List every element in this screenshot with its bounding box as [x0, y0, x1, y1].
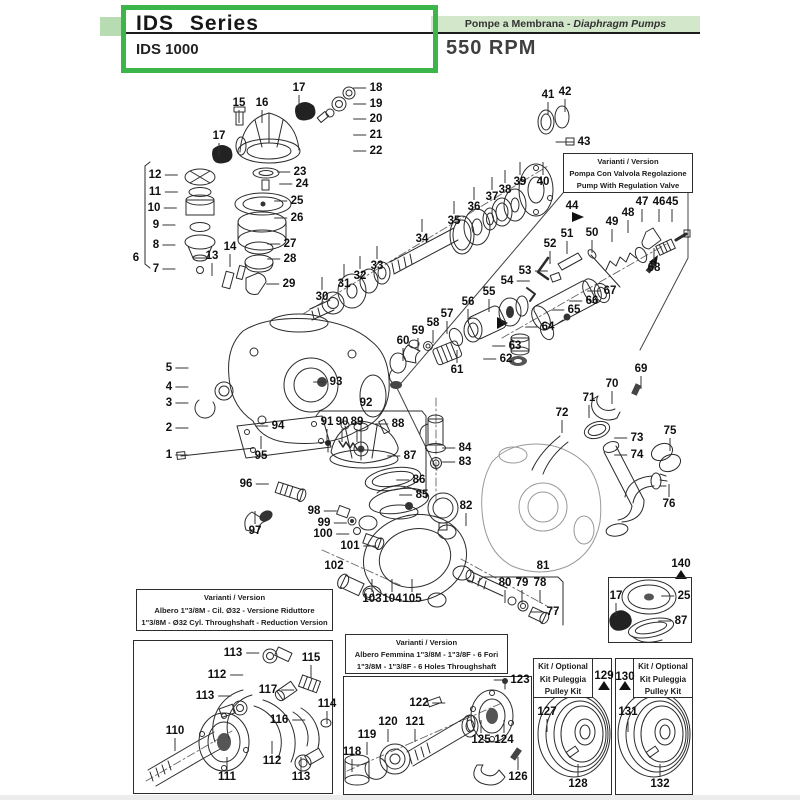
- callout-14: 14: [223, 241, 237, 253]
- callout-121: 121: [405, 716, 425, 728]
- callout-129: 129: [594, 670, 614, 682]
- callout-92: 92: [359, 397, 373, 409]
- callout-113: 113: [223, 647, 243, 659]
- callout-123: 123: [510, 674, 530, 686]
- callout-21: 21: [369, 129, 383, 141]
- callout-110: 110: [165, 725, 185, 737]
- page-title: IDS Series: [136, 12, 259, 35]
- callout-91: 91: [320, 416, 334, 428]
- callout-51: 51: [560, 228, 574, 240]
- callout-56: 56: [461, 296, 475, 308]
- callout-104: 104: [382, 593, 402, 605]
- callout-31: 31: [337, 278, 351, 290]
- callout-38: 38: [498, 184, 512, 196]
- callout-130: 130: [615, 671, 635, 683]
- callout-58: 58: [426, 317, 440, 329]
- callout-87: 87: [403, 450, 417, 462]
- callout-87: 87: [674, 615, 688, 627]
- callout-102: 102: [324, 560, 344, 572]
- callout-3: 3: [165, 397, 173, 409]
- callout-81: 81: [536, 560, 550, 572]
- callout-20: 20: [369, 113, 383, 125]
- callout-23: 23: [293, 166, 307, 178]
- band-text-en: Diaphragm Pumps: [573, 18, 667, 30]
- callout-5: 5: [165, 362, 173, 374]
- callout-2: 2: [165, 422, 173, 434]
- kit-box-line: Kit Puleggia: [539, 674, 587, 684]
- variant-box-line: Varianti / Version: [597, 157, 659, 166]
- band-text-it: Pompe a Membrana: [464, 18, 565, 30]
- callout-40: 40: [536, 176, 550, 188]
- callout-44: 44: [565, 200, 579, 212]
- callout-73: 73: [630, 432, 644, 444]
- callout-25: 25: [677, 590, 691, 602]
- callout-125: 125: [471, 734, 491, 746]
- callout-117: 117: [258, 684, 278, 696]
- callout-67: 67: [603, 285, 617, 297]
- callout-8: 8: [152, 239, 160, 251]
- callout-113: 113: [291, 771, 311, 783]
- callout-22: 22: [369, 145, 383, 157]
- callout-120: 120: [378, 716, 398, 728]
- kit-box-line: Kit / Optional: [638, 662, 688, 671]
- callout-100: 100: [313, 528, 333, 540]
- callout-42: 42: [558, 86, 572, 98]
- callout-85: 85: [415, 489, 429, 501]
- callout-74: 74: [630, 449, 644, 461]
- callout-10: 10: [147, 202, 161, 214]
- callout-17: 17: [212, 130, 226, 142]
- variant-box-line: Varianti / Version: [203, 593, 266, 602]
- callout-98: 98: [307, 505, 321, 517]
- callout-77: 77: [546, 606, 560, 618]
- callout-52: 52: [543, 238, 557, 250]
- callout-76: 76: [662, 498, 676, 510]
- callout-84: 84: [458, 442, 472, 454]
- variant-box-line: 1"3/8M - Ø32 Cyl. Throughshaft - Reduction Version: [141, 618, 328, 627]
- callout-1: 1: [165, 449, 173, 461]
- callout-16: 16: [255, 97, 269, 109]
- callout-36: 36: [467, 201, 481, 213]
- callout-89: 89: [350, 416, 364, 428]
- callout-19: 19: [369, 98, 383, 110]
- callout-122: 122: [409, 697, 429, 709]
- callout-13: 13: [205, 250, 219, 262]
- callout-6: 6: [132, 252, 140, 264]
- callout-90: 90: [335, 416, 349, 428]
- callout-63: 63: [508, 340, 522, 352]
- callout-114: 114: [317, 698, 337, 710]
- callout-103: 103: [362, 593, 382, 605]
- callout-30: 30: [315, 291, 329, 303]
- callout-82: 82: [459, 500, 473, 512]
- callout-55: 55: [482, 286, 496, 298]
- callout-83: 83: [458, 456, 472, 468]
- variant-box-line: Pompa Con Valvola Regolazione: [569, 169, 687, 178]
- callout-11: 11: [148, 186, 162, 198]
- callout-68: 68: [647, 262, 661, 274]
- callout-124: 124: [494, 734, 514, 746]
- callout-7: 7: [152, 263, 160, 275]
- callout-25: 25: [290, 195, 304, 207]
- callout-69: 69: [634, 363, 648, 375]
- callout-97: 97: [248, 525, 262, 537]
- callout-60: 60: [396, 335, 410, 347]
- callout-62: 62: [499, 353, 513, 365]
- variant-box-line: Albero 1"3/8M - Cil. Ø32 - Versione Riduttore: [154, 605, 315, 615]
- variant-box-line: Pump With Regulation Valve: [576, 181, 680, 190]
- callout-15: 15: [232, 97, 246, 109]
- callout-17: 17: [292, 82, 306, 94]
- variant-box-line: Varianti / Version: [395, 638, 458, 647]
- callout-26: 26: [290, 212, 304, 224]
- model-label: IDS 1000: [136, 41, 199, 58]
- callout-32: 32: [353, 270, 367, 282]
- callout-101: 101: [340, 540, 360, 552]
- callout-4: 4: [165, 381, 173, 393]
- kit-box-line: Pulley Kit: [544, 687, 582, 696]
- callout-59: 59: [411, 325, 425, 337]
- callout-24: 24: [295, 178, 309, 190]
- callout-28: 28: [283, 253, 297, 265]
- callout-35: 35: [447, 215, 461, 227]
- callout-113: 113: [195, 690, 215, 702]
- rpm-label: 550 RPM: [446, 37, 537, 59]
- variant-box-line: Albero Femmina 1"3/8M - 1"3/8F - 6 Fori: [354, 650, 499, 659]
- callout-39: 39: [513, 176, 527, 188]
- callout-9: 9: [152, 219, 160, 231]
- callout-48: 48: [621, 207, 635, 219]
- callout-78: 78: [533, 577, 547, 589]
- callout-128: 128: [568, 778, 588, 790]
- callout-80: 80: [498, 577, 512, 589]
- callout-27: 27: [283, 238, 297, 250]
- callout-57: 57: [440, 308, 454, 320]
- callout-75: 75: [663, 425, 677, 437]
- callout-45: 45: [665, 196, 679, 208]
- callout-99: 99: [317, 517, 331, 529]
- kit-box-line: Pulley Kit: [644, 687, 682, 696]
- callout-96: 96: [239, 478, 253, 490]
- callout-119: 119: [357, 729, 377, 741]
- callout-118: 118: [342, 746, 362, 758]
- callout-49: 49: [605, 216, 619, 228]
- kit-box-line: Kit / Optional: [538, 662, 588, 671]
- callout-126: 126: [508, 771, 528, 783]
- callout-54: 54: [500, 275, 514, 287]
- callout-66: 66: [585, 295, 599, 307]
- callout-34: 34: [415, 233, 429, 245]
- callout-112: 112: [207, 669, 227, 681]
- variant-box-line: 1"3/8M - 1"3/8F - 6 Holes Throughshaft: [356, 662, 497, 671]
- callout-140: 140: [671, 558, 691, 570]
- callout-41: 41: [541, 89, 555, 101]
- callout-116: 116: [269, 714, 289, 726]
- callout-53: 53: [518, 265, 532, 277]
- callout-17: 17: [609, 590, 623, 602]
- callout-132: 132: [650, 778, 670, 790]
- callout-64: 64: [541, 321, 555, 333]
- callout-70: 70: [605, 378, 619, 390]
- callout-18: 18: [369, 82, 383, 94]
- callout-111: 111: [218, 771, 236, 783]
- callout-112: 112: [262, 755, 282, 767]
- callout-50: 50: [585, 227, 599, 239]
- callout-105: 105: [402, 593, 422, 605]
- callout-65: 65: [567, 304, 581, 316]
- callout-115: 115: [301, 652, 321, 664]
- callout-33: 33: [370, 260, 384, 272]
- callout-95: 95: [254, 450, 268, 462]
- callout-47: 47: [635, 196, 649, 208]
- callout-93: 93: [329, 376, 343, 388]
- callout-86: 86: [412, 474, 426, 486]
- callout-37: 37: [485, 191, 499, 203]
- callout-61: 61: [450, 364, 464, 376]
- callout-72: 72: [555, 407, 569, 419]
- callout-88: 88: [391, 418, 405, 430]
- callout-12: 12: [148, 169, 162, 181]
- callout-43: 43: [577, 136, 591, 148]
- callout-29: 29: [282, 278, 296, 290]
- band-separator: -: [564, 18, 574, 30]
- callout-127: 127: [537, 706, 557, 718]
- callout-79: 79: [515, 577, 529, 589]
- callout-131: 131: [618, 706, 638, 718]
- callout-46: 46: [652, 196, 666, 208]
- callout-94: 94: [271, 420, 285, 432]
- callout-71: 71: [582, 392, 596, 404]
- kit-box-line: Kit Puleggia: [639, 674, 687, 684]
